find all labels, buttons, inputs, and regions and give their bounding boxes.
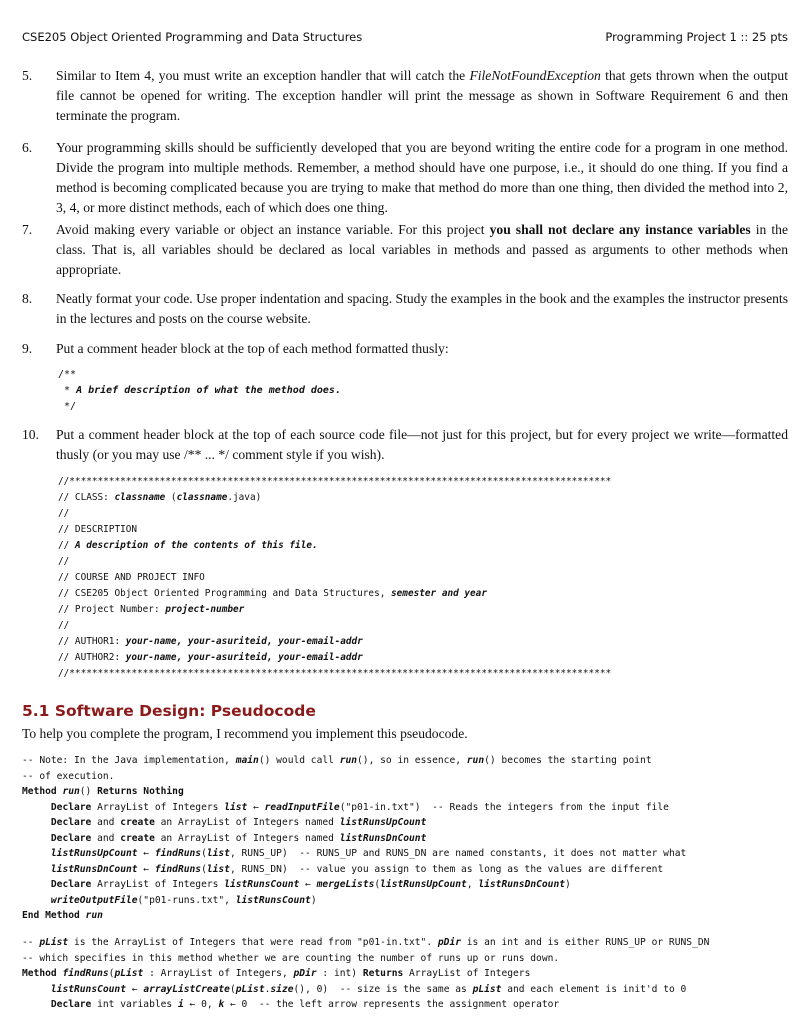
course-title: CSE205 Object Oriented Programming and Data Structures	[22, 30, 363, 44]
list-item-7: 7. Avoid making every variable or object an instance variable. For this project you shall not declare any instance variables in the class. That is, all variables should be declared as local variables in methods and passed as arguments to other methods when appropriate.	[22, 222, 788, 277]
file-header-block: //************************************************************************************************ // CLASS: classname (classname.java) // // DESCRIPTION // A description of the contents of this file. // // COURSE AND PROJECT INFO // CSE205 Object Oriented Programming and Data Structures, semester and year // Project Number: project-number // // AUTHOR1: your-name, your-asuriteid, your-email-addr // AUTHOR2: your-name, your-asuriteid, your-email-addr //************************************************************************************************	[58, 476, 612, 679]
list-item-6: 6. Your programming skills should be sufficiently developed that you are beyond writing the entire code for a program in one method. Divide the program into multiple methods. Remember, a method should have one purpose, i.e., it should do one thing. If you find a method is becoming complicated because you are trying to make that method do more than one thing, then divided the method into 2, 3, 4, or more distinct methods, each of which does one thing.	[22, 140, 788, 215]
section-intro: To help you complete the program, I recommend you implement this pseudocode.	[22, 726, 468, 741]
list-item-8: 8. Neatly format your code. Use proper indentation and spacing. Study the examples in the book and the examples the instructor presents in the lectures and posts on the course website.	[22, 291, 788, 326]
pseudocode-run: -- Note: In the Java implementation, main() would call run(), so in essence, run() becomes the starting point -- of execution. Method run() Returns Nothing Declare ArrayList of Integers list ← readInputFile("p01-in.txt") -- Reads the integers from the input file Declare and create an ArrayList of Integers named listRunsUpCount Declare and create an ArrayList of Integers named listRunsDnCount listRunsUpCount ← findRuns(list, RUNS_UP) -- RUNS_UP and RUNS_DN are named constants, it does not matter what listRunsDnCount ← findRuns(list, RUNS_DN) -- value you assign to them as long as the values are different Declare ArrayList of Integers listRunsCount ← mergeLists(listRunsUpCount, listRunsDnCount) writeOutputFile("p01-runs.txt", listRunsCount) End Method run	[22, 755, 687, 921]
list-item-5: 5. Similar to Item 4, you must write an exception handler that will catch the FileNotFoundException that gets thrown when the output file cannot be opened for writing. The exception handler will print the message as shown in Software Requirement 6 and then terminate the program.	[22, 68, 788, 123]
section-heading: 5.1 Software Design: Pseudocode	[22, 702, 316, 720]
list-item-9: 9. Put a comment header block at the top of each method formatted thusly:	[22, 341, 449, 356]
page-header	[22, 30, 788, 48]
list-item-10: 10. Put a comment header block at the top of each source code file—not just for this project, but for every project we write—formatted thusly (or you may use /** ... */ comment style if you wish).	[22, 427, 788, 462]
project-title: Programming Project 1 :: 25 pts	[605, 30, 788, 44]
pseudocode-findruns: -- pList is the ArrayList of Integers that were read from "p01-in.txt". pDir is an int and is either RUNS_UP or RUNS_DN -- which specifies in this method whether we are counting the number of runs up or runs down. Method findRuns(pList : ArrayList of Integers, pDir : int) Returns ArrayList of Integers listRunsCount ← arrayListCreate(pList.size(), 0) -- size is the same as pList and each element is init'd to 0 Declare int variables i ← 0, k ← 0 -- the left arrow represents the assignment operator	[22, 937, 710, 1010]
method-comment-block: /** * A brief description of what the method does. */	[58, 369, 341, 412]
